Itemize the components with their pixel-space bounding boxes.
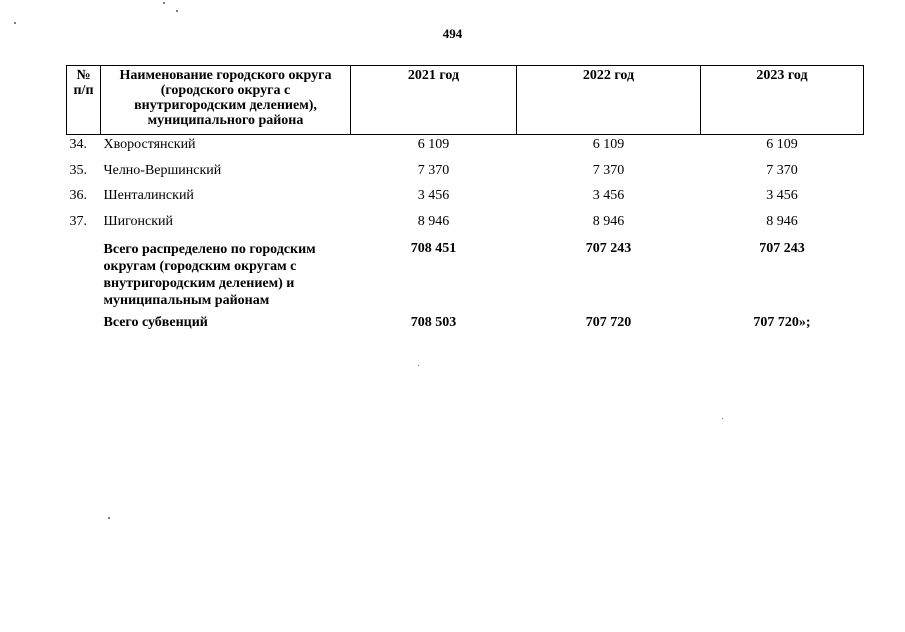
row-2021: 3 456 xyxy=(417,188,450,203)
scan-speck xyxy=(722,418,723,419)
table-row xyxy=(67,212,864,238)
row-2022: 8 946 xyxy=(592,213,625,229)
row-2021: 6 109 xyxy=(417,137,450,152)
row-2023: 3 456 xyxy=(766,188,798,203)
scan-speck xyxy=(14,22,16,24)
row-2022: 6 109 xyxy=(592,137,625,152)
total-subventions-label: Всего субвенций xyxy=(103,315,208,330)
total-distributed-2022: 707 243 xyxy=(585,241,632,256)
subventions-table xyxy=(66,65,864,330)
scan-speck xyxy=(163,2,165,4)
table-row xyxy=(67,161,864,187)
row-2022: 3 456 xyxy=(592,188,625,203)
row-2021: 8 946 xyxy=(417,213,450,229)
header-2022: 2022 год xyxy=(517,66,701,135)
row-name: Шигонский xyxy=(103,213,174,229)
header-name: Наименование городского округа (городского округа с внутригородским делением), муниципального района xyxy=(101,66,351,135)
table-row xyxy=(67,135,864,161)
row-name: Челно-Вершинский xyxy=(103,162,222,178)
row-name: Хворостянский xyxy=(103,137,196,152)
row-2023: 6 109 xyxy=(766,137,798,152)
header-num: № п/п xyxy=(67,66,101,135)
empty-cell xyxy=(67,309,101,330)
empty-cell xyxy=(67,237,101,309)
row-name: Шенталинский xyxy=(103,188,194,203)
row-number: 35. xyxy=(69,162,87,178)
total-subventions-row xyxy=(67,309,864,330)
row-number: 36. xyxy=(69,188,87,203)
total-subventions-2021: 708 503 xyxy=(410,315,457,330)
total-distributed-label: Всего распределено по городским округам (городским округам с внутригородским делением) и муниципальным районам xyxy=(103,242,316,308)
table-row xyxy=(67,186,864,212)
scan-speck xyxy=(108,517,110,519)
row-2023: 8 946 xyxy=(766,213,798,229)
total-subventions-2022: 707 720 xyxy=(585,315,632,330)
total-subventions-2023: 707 720»; xyxy=(753,315,811,330)
row-number: 37. xyxy=(69,213,87,229)
page-number: 494 xyxy=(442,26,463,41)
header-2021: 2021 год xyxy=(351,66,517,135)
total-distributed-2021: 708 451 xyxy=(410,241,457,256)
row-2022: 7 370 xyxy=(592,162,625,178)
total-distributed-2023: 707 243 xyxy=(759,241,805,256)
row-2021: 7 370 xyxy=(417,162,450,178)
scan-speck xyxy=(418,365,419,366)
header-2023: 2023 год xyxy=(701,66,864,135)
row-number: 34. xyxy=(69,137,87,152)
table-header xyxy=(67,66,864,135)
scan-speck xyxy=(176,10,178,12)
row-2023: 7 370 xyxy=(766,162,798,178)
total-distributed-row xyxy=(67,237,864,309)
